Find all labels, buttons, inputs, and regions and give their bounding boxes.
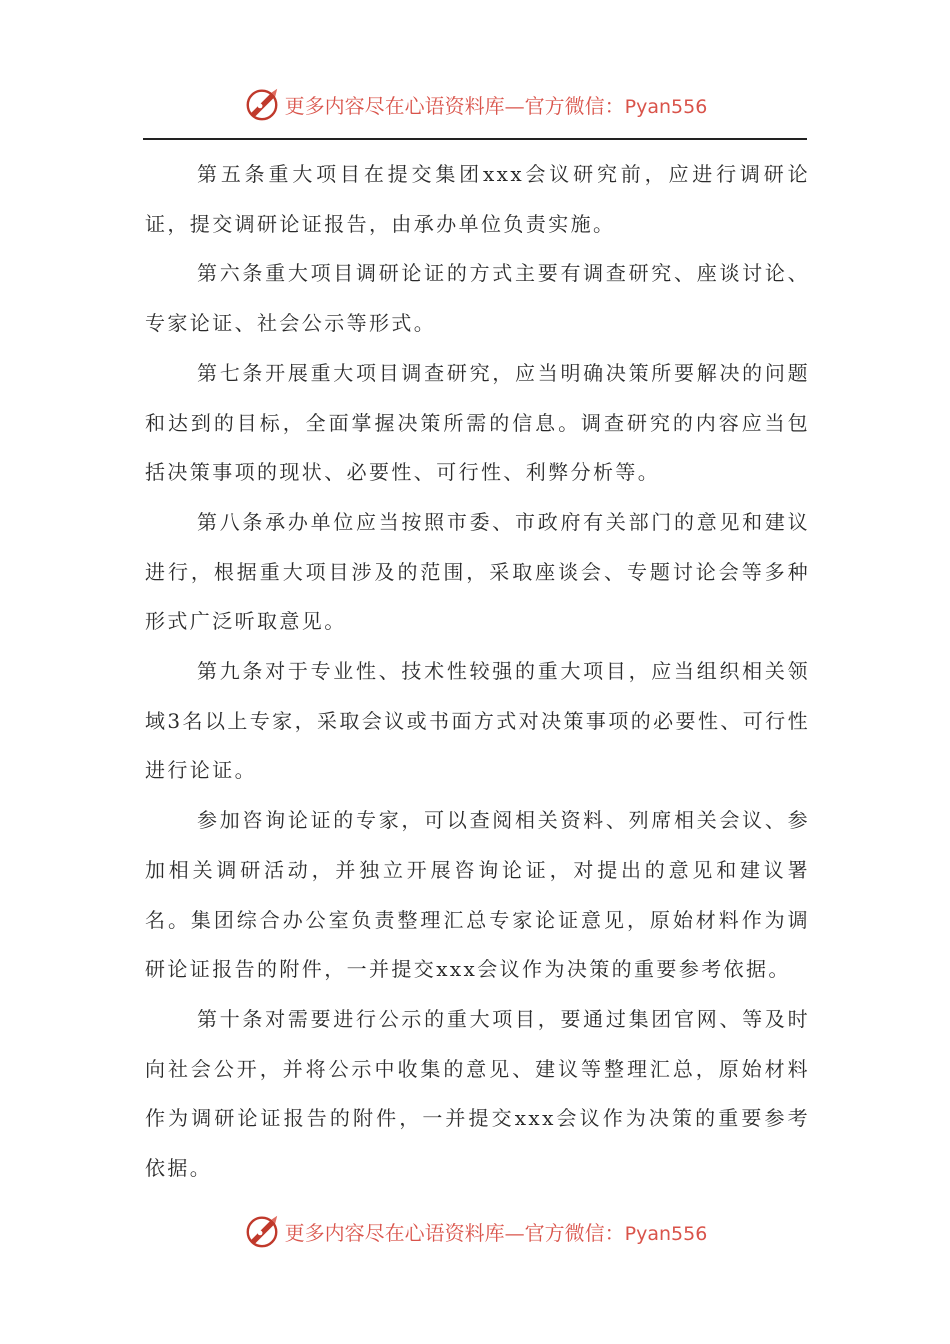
footer-watermark (0, 1211, 950, 1251)
paragraph: 参加咨询论证的专家，可以查阅相关资料、列席相关会议、参加相关调研活动，并独立开展咨询论证，对提出的意见和建议署名。集团综合办公室负责整理汇总专家论证意见，原始材料作为调研论证报告的附件，一并提交xxx会议作为决策的重要参考依据。 (145, 808, 810, 982)
watermark-text: 更多内容尽在心语资料库—官方微信：Pyan556 (284, 93, 708, 118)
paragraph: 第六条重大项目调研论证的方式主要有调查研究、座谈讨论、专家论证、社会公示等形式。 (145, 261, 810, 336)
pen-nib-logo-icon (243, 85, 281, 123)
paragraph: 第九条对于专业性、技术性较强的重大项目，应当组织相关领域3名以上专家，采取会议或书面方式对决策事项的必要性、可行性进行论证。 (145, 659, 810, 783)
paragraph: 第十条对需要进行公示的重大项目，要通过集团官网、等及时向社会公开，并将公示中收集的意见、建议等整理汇总，原始材料作为调研论证报告的附件，一并提交xxx会议作为决策的重要参考依据。 (145, 1006, 810, 1181)
paragraph: 第八条承办单位应当按照市委、市政府有关部门的意见和建议进行，根据重大项目涉及的范围，采取座谈会、专题讨论会等多种形式广泛听取意见。 (145, 509, 810, 634)
watermark-text: 更多内容尽在心语资料库—官方微信：Pyan556 (284, 1220, 708, 1245)
paragraph: 第七条开展重大项目调查研究，应当明确决策所要解决的问题和达到的目标，全面掌握决策所需的信息。调查研究的内容应当包括决策事项的现状、必要性、可行性、利弊分析等。 (145, 360, 810, 485)
header-divider (143, 138, 807, 140)
pen-nib-logo-icon (243, 1212, 281, 1250)
document-body (145, 150, 810, 1194)
paragraph: 第五条重大项目在提交集团xxx会议研究前，应进行调研论证，提交调研论证报告，由承办单位负责实施。 (145, 162, 810, 236)
header-watermark (0, 84, 950, 124)
